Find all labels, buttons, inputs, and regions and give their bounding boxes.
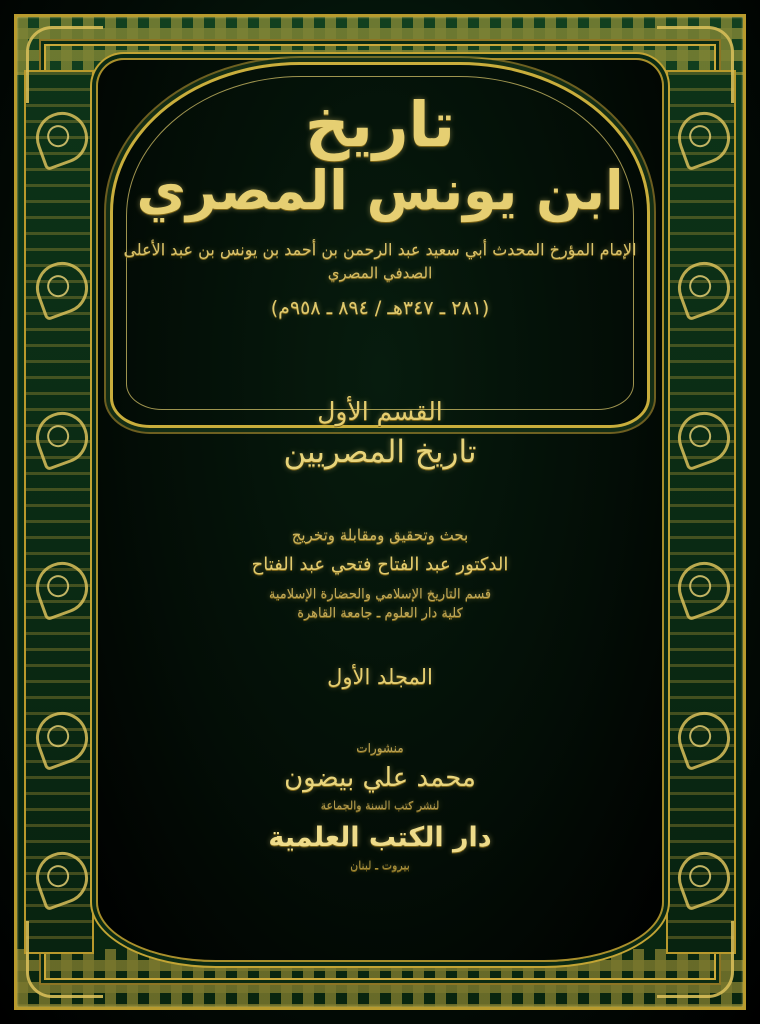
scroll-motif-icon	[671, 405, 738, 472]
author-line2: الصدفي المصري	[327, 264, 433, 283]
scroll-motif-icon	[671, 555, 738, 622]
scroll-motif-icon	[29, 255, 96, 322]
scroll-motif-icon	[29, 555, 96, 622]
scroll-motif-icon	[671, 255, 738, 322]
scroll-motif-icon	[29, 845, 96, 912]
part-title: تاريخ المصريين	[283, 433, 477, 470]
author-line1: الإمام المؤرخ المحدث أبي سعيد عبد الرحمن بن أحمد بن يونس بن عبد الأعلى	[123, 240, 637, 260]
book-title-line1: تاريخ	[304, 88, 456, 161]
publisher-intro: منشورات	[356, 740, 404, 755]
part-label: القسم الأول	[317, 396, 443, 426]
book-title-line2: ابن يونس المصري	[136, 159, 624, 223]
editor-affiliation-line2: كلية دار العلوم ـ جامعة القاهرة	[297, 605, 463, 621]
publisher-person-sub: لنشر كتب السنة والجماعة	[320, 798, 440, 812]
volume-label: المجلد الأول	[327, 664, 433, 689]
publisher-name: دار الكتب العلمية	[268, 821, 492, 853]
editor-name: الدكتور عبد الفتاح فتحي عبد الفتاح	[251, 553, 509, 575]
edited-by-label: بحث وتحقيق ومقابلة وتخريج	[291, 525, 469, 544]
scroll-motif-icon	[29, 405, 96, 472]
left-ornament-column	[24, 70, 94, 954]
scroll-motif-icon	[671, 105, 738, 172]
publisher-person: محمد علي بيضون	[284, 762, 476, 793]
scroll-motif-icon	[29, 105, 96, 172]
scroll-motif-icon	[671, 845, 738, 912]
publisher-address: بيروت ـ لبنان	[350, 858, 410, 872]
scroll-motif-icon	[29, 705, 96, 772]
corner-ornament-top-left	[26, 26, 103, 103]
cover-text	[110, 70, 650, 954]
corner-ornament-bottom-right	[657, 921, 734, 998]
editor-affiliation-line1: قسم التاريخ الإسلامي والحضارة الإسلامية	[268, 586, 492, 602]
scroll-motif-icon	[671, 705, 738, 772]
author-dates: (٢٨١ ـ ٣٤٧هـ / ٨٩٤ ـ ٩٥٨م)	[270, 296, 490, 319]
right-ornament-column	[666, 70, 736, 954]
corner-ornament-top-right	[657, 26, 734, 103]
corner-ornament-bottom-left	[26, 921, 103, 998]
